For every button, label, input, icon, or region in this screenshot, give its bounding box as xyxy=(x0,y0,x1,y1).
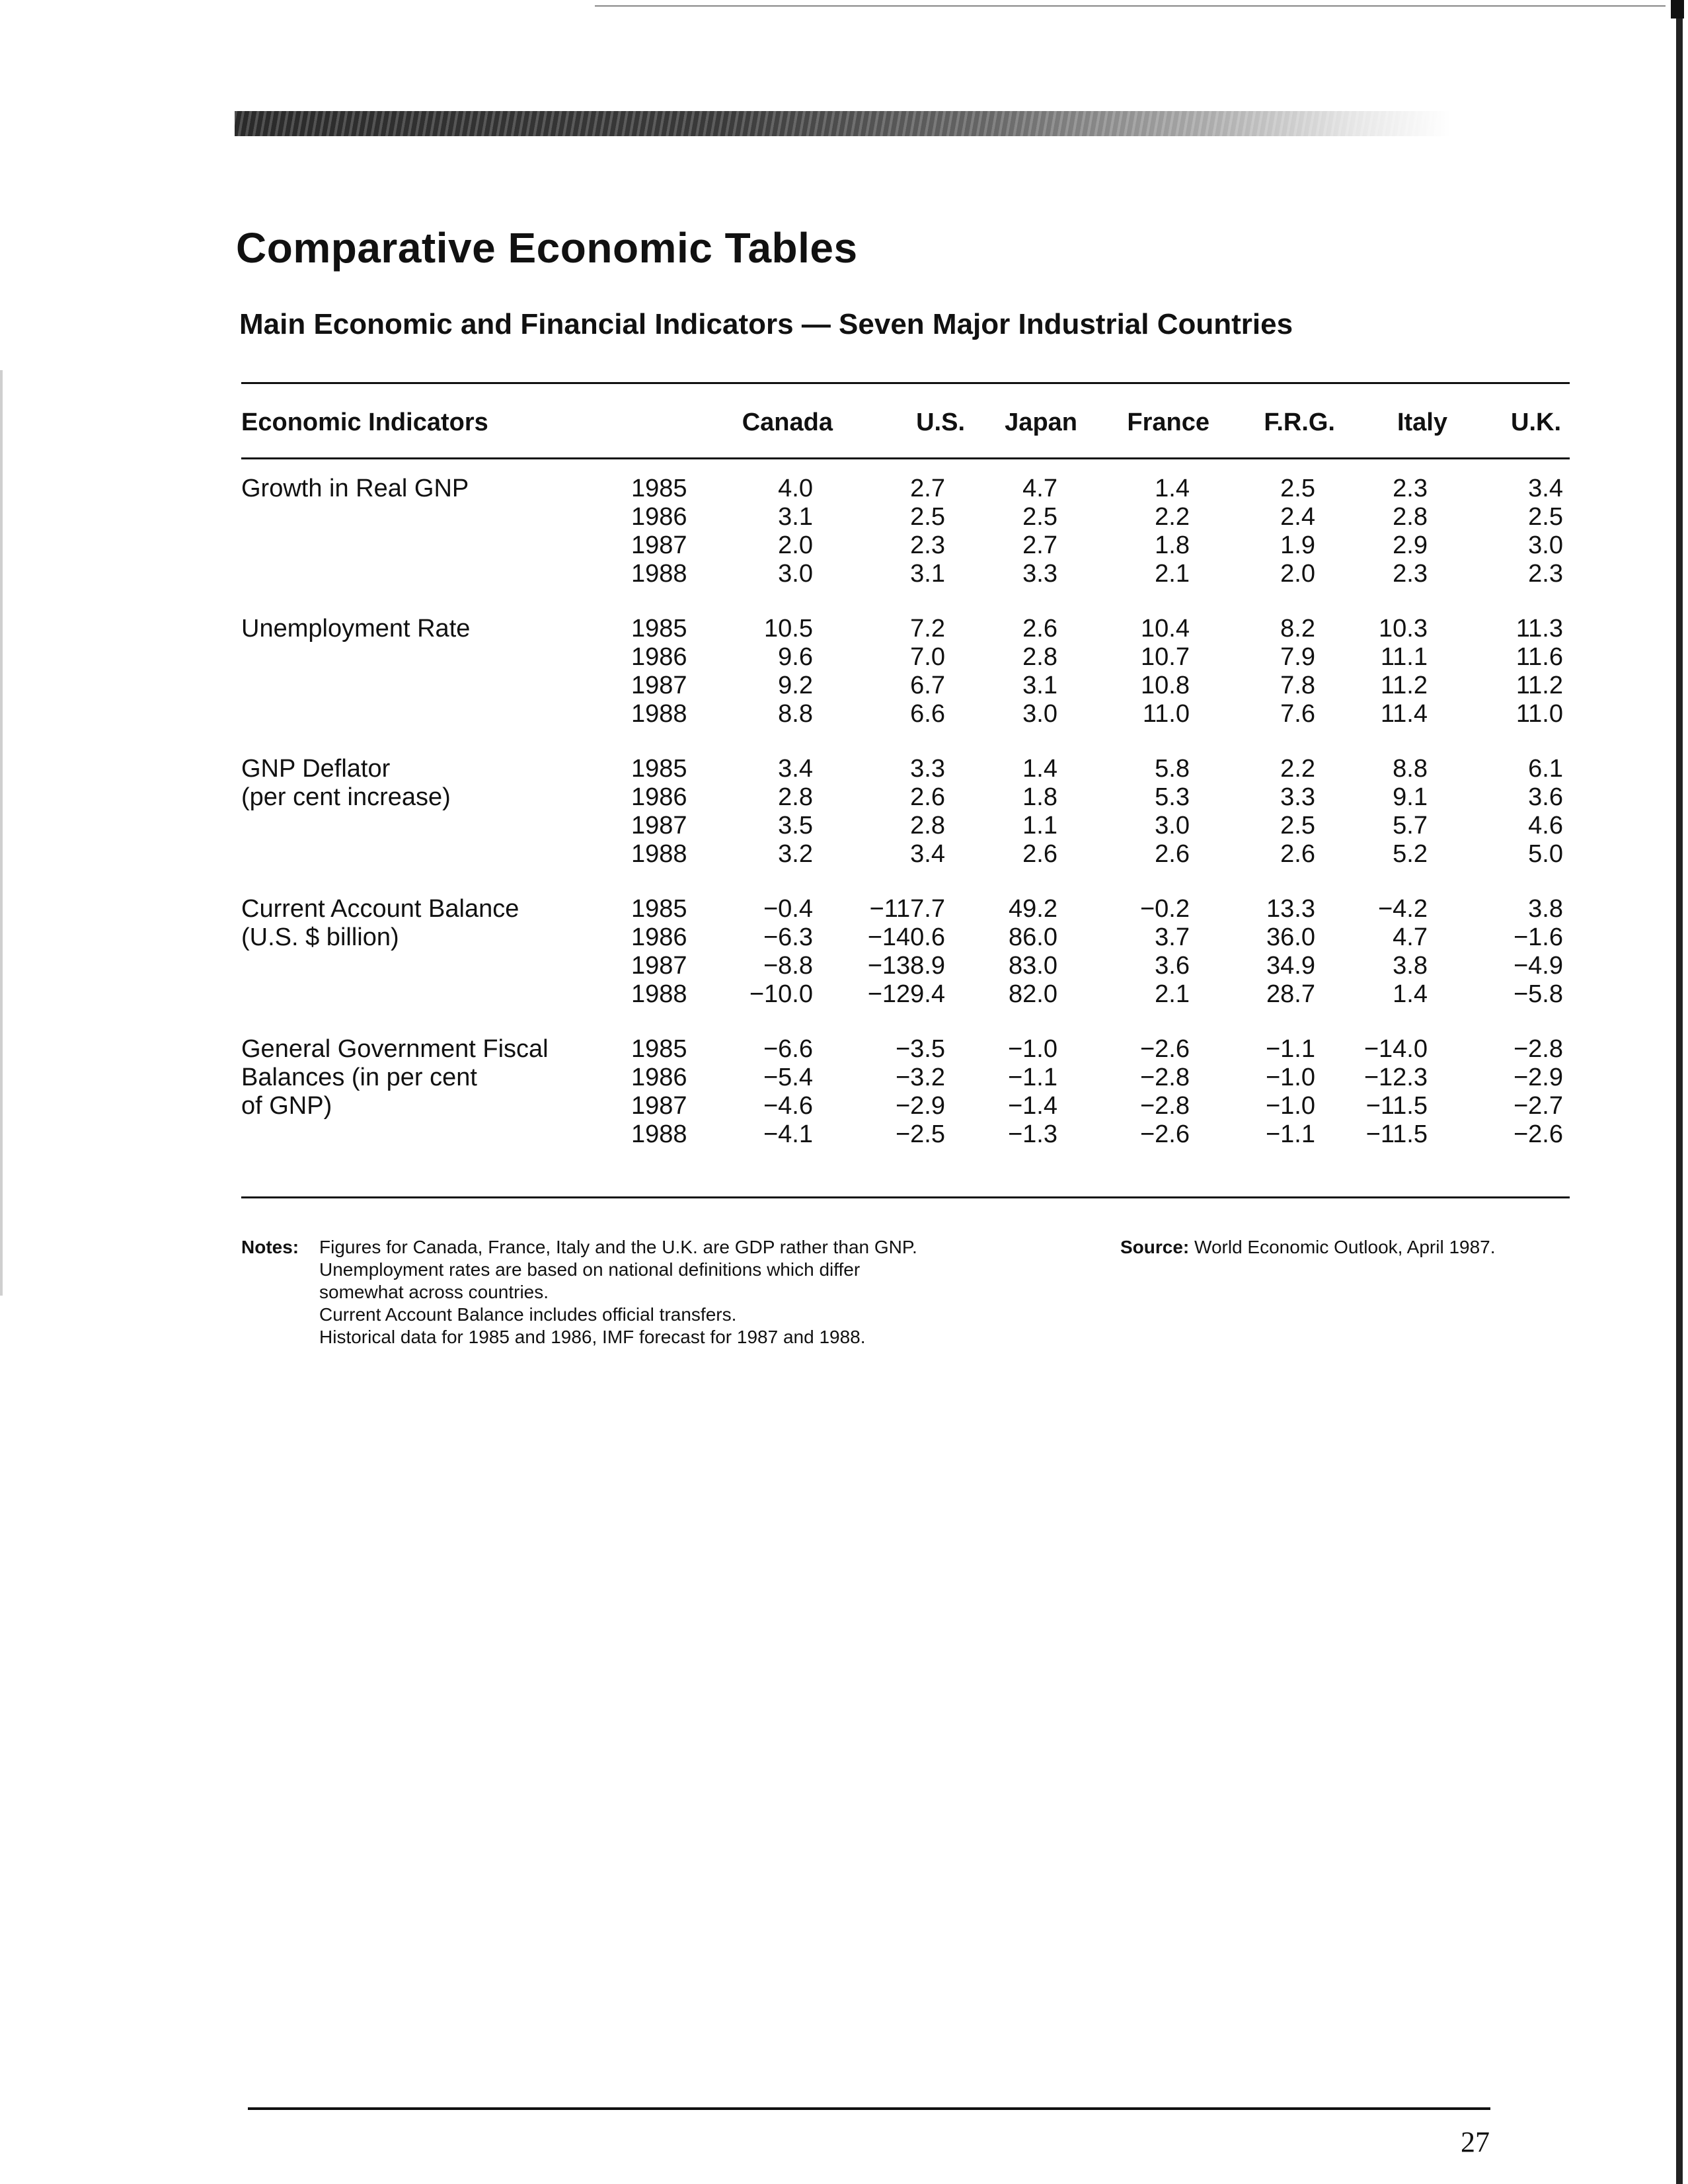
value-cell-frg: 2.6 xyxy=(1280,840,1315,868)
table-row xyxy=(241,560,1570,588)
value-cell-us: 6.7 xyxy=(910,672,945,699)
table-row xyxy=(241,755,1570,783)
page-corner-mark xyxy=(1671,0,1684,19)
year-cell: 1985 xyxy=(631,615,687,643)
value-cell-canada: −10.0 xyxy=(749,980,813,1008)
value-cell-canada: 3.0 xyxy=(778,560,813,588)
value-cell-uk: −2.7 xyxy=(1513,1092,1563,1120)
value-cell-uk: 3.6 xyxy=(1528,783,1563,811)
value-cell-japan: 2.8 xyxy=(1022,643,1057,671)
value-cell-canada: −0.4 xyxy=(763,895,813,923)
value-cell-japan: 2.6 xyxy=(1022,615,1057,643)
footer-rule xyxy=(248,2107,1490,2110)
table-row xyxy=(241,475,1570,503)
value-cell-uk: −2.6 xyxy=(1513,1120,1563,1148)
value-cell-uk: 3.0 xyxy=(1528,531,1563,559)
year-cell: 1985 xyxy=(631,1035,687,1063)
year-cell: 1986 xyxy=(631,923,687,951)
table-row xyxy=(241,1035,1570,1064)
year-cell: 1988 xyxy=(631,560,687,588)
value-cell-canada: 2.8 xyxy=(778,783,813,811)
note-line: Current Account Balance includes official transfers. xyxy=(319,1304,737,1325)
value-cell-france: 2.1 xyxy=(1155,560,1190,588)
year-cell: 1986 xyxy=(631,643,687,671)
value-cell-japan: 1.8 xyxy=(1022,783,1057,811)
page-left-edge xyxy=(0,370,3,1296)
indicator-label: Current Account Balance (U.S. $ billion) xyxy=(241,895,519,951)
value-cell-japan: 83.0 xyxy=(1009,952,1057,980)
value-cell-frg: 2.5 xyxy=(1280,475,1315,502)
value-cell-frg: 34.9 xyxy=(1266,952,1315,980)
value-cell-canada: 3.1 xyxy=(778,503,813,531)
value-cell-uk: 11.3 xyxy=(1515,615,1563,643)
value-cell-frg: −1.0 xyxy=(1265,1092,1315,1120)
value-cell-uk: 5.0 xyxy=(1528,840,1563,868)
value-cell-japan: 49.2 xyxy=(1009,895,1057,923)
table-row xyxy=(241,643,1570,672)
year-cell: 1988 xyxy=(631,980,687,1008)
notes-lines xyxy=(319,1236,1046,1348)
value-cell-italy: 8.8 xyxy=(1393,755,1428,783)
header-banner xyxy=(235,111,1451,136)
value-cell-us: −3.2 xyxy=(895,1064,945,1091)
value-cell-us: 2.8 xyxy=(910,812,945,839)
value-cell-us: −3.5 xyxy=(895,1035,945,1063)
page-number: 27 xyxy=(1461,2126,1490,2158)
value-cell-canada: −6.3 xyxy=(763,923,813,951)
value-cell-us: −129.4 xyxy=(867,980,945,1008)
value-cell-canada: 3.5 xyxy=(778,812,813,839)
table-row xyxy=(241,1120,1570,1149)
value-cell-canada: 9.2 xyxy=(778,672,813,699)
value-cell-uk: −1.6 xyxy=(1513,923,1563,951)
value-cell-us: 3.1 xyxy=(910,560,945,588)
value-cell-japan: 1.4 xyxy=(1022,755,1057,783)
value-cell-frg: 2.2 xyxy=(1280,755,1315,783)
value-cell-italy: −11.5 xyxy=(1365,1120,1428,1148)
value-cell-japan: −1.0 xyxy=(1007,1035,1057,1063)
value-cell-japan: 86.0 xyxy=(1009,923,1057,951)
year-cell: 1988 xyxy=(631,840,687,868)
value-cell-italy: −11.5 xyxy=(1365,1092,1428,1120)
year-cell: 1988 xyxy=(631,700,687,728)
notes-label: Notes: xyxy=(241,1237,299,1257)
value-cell-france: 2.6 xyxy=(1155,840,1190,868)
value-cell-frg: −1.1 xyxy=(1265,1035,1315,1063)
value-cell-france: 5.8 xyxy=(1155,755,1190,783)
value-cell-italy: 2.3 xyxy=(1393,475,1428,502)
value-cell-frg: 8.2 xyxy=(1280,615,1315,643)
value-cell-canada: 2.0 xyxy=(778,531,813,559)
value-cell-france: 5.3 xyxy=(1155,783,1190,811)
value-cell-france: 2.1 xyxy=(1155,980,1190,1008)
value-cell-france: 10.8 xyxy=(1141,672,1190,699)
value-cell-uk: 11.6 xyxy=(1515,643,1563,671)
value-cell-frg: 2.4 xyxy=(1280,503,1315,531)
value-cell-uk: 6.1 xyxy=(1528,755,1563,783)
value-cell-frg: 28.7 xyxy=(1266,980,1315,1008)
value-cell-frg: 7.6 xyxy=(1280,700,1315,728)
value-cell-canada: 9.6 xyxy=(778,643,813,671)
value-cell-italy: 1.4 xyxy=(1393,980,1428,1008)
table-row xyxy=(241,840,1570,869)
table-row xyxy=(241,672,1570,700)
value-cell-canada: −5.4 xyxy=(763,1064,813,1091)
value-cell-uk: 4.6 xyxy=(1528,812,1563,839)
value-cell-italy: 3.8 xyxy=(1393,952,1428,980)
indicator-label: Unemployment Rate xyxy=(241,615,471,643)
table-row xyxy=(241,783,1570,812)
note-line: Unemployment rates are based on national definitions which differ xyxy=(319,1259,861,1280)
table-row xyxy=(241,1064,1570,1092)
value-cell-us: −2.5 xyxy=(895,1120,945,1148)
value-cell-italy: −4.2 xyxy=(1377,895,1428,923)
table-row xyxy=(241,980,1570,1009)
year-cell: 1985 xyxy=(631,895,687,923)
value-cell-uk: 2.5 xyxy=(1528,503,1563,531)
table-header-rule xyxy=(241,457,1570,459)
column-header-france: France xyxy=(1127,409,1209,436)
column-header-uk: U.K. xyxy=(1511,409,1561,436)
value-cell-italy: 10.3 xyxy=(1379,615,1428,643)
source-line xyxy=(1120,1236,1496,1259)
value-cell-canada: −8.8 xyxy=(763,952,813,980)
value-cell-us: 3.3 xyxy=(910,755,945,783)
value-cell-us: −117.7 xyxy=(869,895,945,923)
value-cell-frg: 2.0 xyxy=(1280,560,1315,588)
value-cell-frg: 1.9 xyxy=(1280,531,1315,559)
value-cell-france: 10.4 xyxy=(1141,615,1190,643)
value-cell-japan: 3.1 xyxy=(1022,672,1057,699)
value-cell-canada: −4.1 xyxy=(763,1120,813,1148)
top-edge-rule xyxy=(595,5,1666,7)
table-bottom-rule xyxy=(241,1196,1570,1198)
value-cell-japan: 82.0 xyxy=(1009,980,1057,1008)
year-cell: 1988 xyxy=(631,1120,687,1148)
note-line: Figures for Canada, France, Italy and the U.K. are GDP rather than GNP. xyxy=(319,1237,917,1257)
value-cell-us: 2.5 xyxy=(910,503,945,531)
value-cell-italy: 5.7 xyxy=(1393,812,1428,839)
value-cell-france: 3.0 xyxy=(1155,812,1190,839)
year-cell: 1987 xyxy=(631,1092,687,1120)
value-cell-japan: 1.1 xyxy=(1022,812,1057,839)
year-cell: 1987 xyxy=(631,812,687,839)
value-cell-france: −2.6 xyxy=(1139,1120,1190,1148)
year-cell: 1987 xyxy=(631,672,687,699)
table-row xyxy=(241,615,1570,643)
value-cell-frg: −1.0 xyxy=(1265,1064,1315,1091)
table-row xyxy=(241,895,1570,923)
value-cell-uk: 3.8 xyxy=(1528,895,1563,923)
year-cell: 1985 xyxy=(631,755,687,783)
value-cell-japan: 4.7 xyxy=(1022,475,1057,502)
value-cell-frg: 7.8 xyxy=(1280,672,1315,699)
table-row xyxy=(241,952,1570,980)
indicator-label: GNP Deflator (per cent increase) xyxy=(241,755,451,811)
year-cell: 1986 xyxy=(631,1064,687,1091)
value-cell-frg: 2.5 xyxy=(1280,812,1315,839)
value-cell-france: 10.7 xyxy=(1141,643,1190,671)
value-cell-us: 2.6 xyxy=(910,783,945,811)
value-cell-us: 7.0 xyxy=(910,643,945,671)
value-cell-france: −2.8 xyxy=(1139,1064,1190,1091)
value-cell-japan: 2.5 xyxy=(1022,503,1057,531)
value-cell-uk: −5.8 xyxy=(1513,980,1563,1008)
value-cell-italy: 4.7 xyxy=(1393,923,1428,951)
value-cell-italy: 2.9 xyxy=(1393,531,1428,559)
page-title: Comparative Economic Tables xyxy=(236,224,858,272)
value-cell-japan: −1.3 xyxy=(1007,1120,1057,1148)
value-cell-france: −2.8 xyxy=(1139,1092,1190,1120)
value-cell-canada: −6.6 xyxy=(763,1035,813,1063)
year-cell: 1987 xyxy=(631,531,687,559)
table-row xyxy=(241,923,1570,952)
value-cell-japan: −1.1 xyxy=(1007,1064,1057,1091)
value-cell-us: 3.4 xyxy=(910,840,945,868)
value-cell-canada: 8.8 xyxy=(778,700,813,728)
year-cell: 1986 xyxy=(631,783,687,811)
value-cell-japan: 2.7 xyxy=(1022,531,1057,559)
table-top-rule xyxy=(241,382,1570,384)
value-cell-japan: 2.6 xyxy=(1022,840,1057,868)
page-right-edge xyxy=(1676,0,1683,2184)
table-row xyxy=(241,812,1570,840)
table-row xyxy=(241,531,1570,560)
note-line: somewhat across countries. xyxy=(319,1282,549,1302)
value-cell-france: 1.8 xyxy=(1155,531,1190,559)
column-header-japan: Japan xyxy=(1005,409,1077,436)
value-cell-canada: −4.6 xyxy=(763,1092,813,1120)
value-cell-italy: 2.3 xyxy=(1393,560,1428,588)
column-header-canada: Canada xyxy=(742,409,833,436)
value-cell-uk: −4.9 xyxy=(1513,952,1563,980)
value-cell-italy: 5.2 xyxy=(1393,840,1428,868)
value-cell-italy: −12.3 xyxy=(1363,1064,1428,1091)
value-cell-france: 11.0 xyxy=(1142,700,1190,728)
value-cell-japan: 3.3 xyxy=(1022,560,1057,588)
column-header-italy: Italy xyxy=(1397,409,1447,436)
value-cell-uk: 3.4 xyxy=(1528,475,1563,502)
value-cell-france: 2.2 xyxy=(1155,503,1190,531)
value-cell-canada: 4.0 xyxy=(778,475,813,502)
year-cell: 1987 xyxy=(631,952,687,980)
value-cell-us: −138.9 xyxy=(867,952,945,980)
value-cell-us: 2.3 xyxy=(910,531,945,559)
page-subtitle: Main Economic and Financial Indicators — Seven Major Industrial Countries xyxy=(239,308,1293,340)
value-cell-italy: 2.8 xyxy=(1393,503,1428,531)
value-cell-france: 3.6 xyxy=(1155,952,1190,980)
table-row xyxy=(241,700,1570,728)
value-cell-uk: −2.9 xyxy=(1513,1064,1563,1091)
value-cell-italy: 11.2 xyxy=(1380,672,1428,699)
value-cell-us: 7.2 xyxy=(910,615,945,643)
value-cell-italy: 11.4 xyxy=(1380,700,1428,728)
note-line: Historical data for 1985 and 1986, IMF forecast for 1987 and 1988. xyxy=(319,1327,866,1347)
value-cell-france: −2.6 xyxy=(1139,1035,1190,1063)
value-cell-france: 3.7 xyxy=(1155,923,1190,951)
value-cell-frg: 13.3 xyxy=(1266,895,1315,923)
value-cell-france: −0.2 xyxy=(1139,895,1190,923)
year-cell: 1986 xyxy=(631,503,687,531)
column-header-frg: F.R.G. xyxy=(1264,409,1335,436)
source-label: Source: xyxy=(1120,1237,1190,1257)
source-text: World Economic Outlook, April 1987. xyxy=(1194,1237,1496,1257)
indicator-label: General Government Fiscal Balances (in per cent of GNP) xyxy=(241,1035,549,1120)
value-cell-japan: 3.0 xyxy=(1022,700,1057,728)
value-cell-frg: 3.3 xyxy=(1280,783,1315,811)
value-cell-uk: 11.0 xyxy=(1515,700,1563,728)
value-cell-uk: −2.8 xyxy=(1513,1035,1563,1063)
value-cell-uk: 2.3 xyxy=(1528,560,1563,588)
year-cell: 1985 xyxy=(631,475,687,502)
value-cell-frg: −1.1 xyxy=(1265,1120,1315,1148)
value-cell-frg: 7.9 xyxy=(1280,643,1315,671)
value-cell-frg: 36.0 xyxy=(1266,923,1315,951)
value-cell-uk: 11.2 xyxy=(1515,672,1563,699)
indicator-column-header: Economic Indicators xyxy=(241,409,488,436)
value-cell-japan: −1.4 xyxy=(1007,1092,1057,1120)
value-cell-us: 6.6 xyxy=(910,700,945,728)
value-cell-canada: 10.5 xyxy=(764,615,813,643)
value-cell-italy: −14.0 xyxy=(1363,1035,1428,1063)
value-cell-us: −140.6 xyxy=(867,923,945,951)
value-cell-us: −2.9 xyxy=(895,1092,945,1120)
table-row xyxy=(241,503,1570,531)
value-cell-italy: 9.1 xyxy=(1393,783,1428,811)
value-cell-canada: 3.2 xyxy=(778,840,813,868)
column-header-us: U.S. xyxy=(916,409,965,436)
value-cell-italy: 11.1 xyxy=(1380,643,1428,671)
value-cell-us: 2.7 xyxy=(910,475,945,502)
value-cell-canada: 3.4 xyxy=(778,755,813,783)
value-cell-france: 1.4 xyxy=(1155,475,1190,502)
table-row xyxy=(241,1092,1570,1120)
indicator-label: Growth in Real GNP xyxy=(241,475,469,502)
